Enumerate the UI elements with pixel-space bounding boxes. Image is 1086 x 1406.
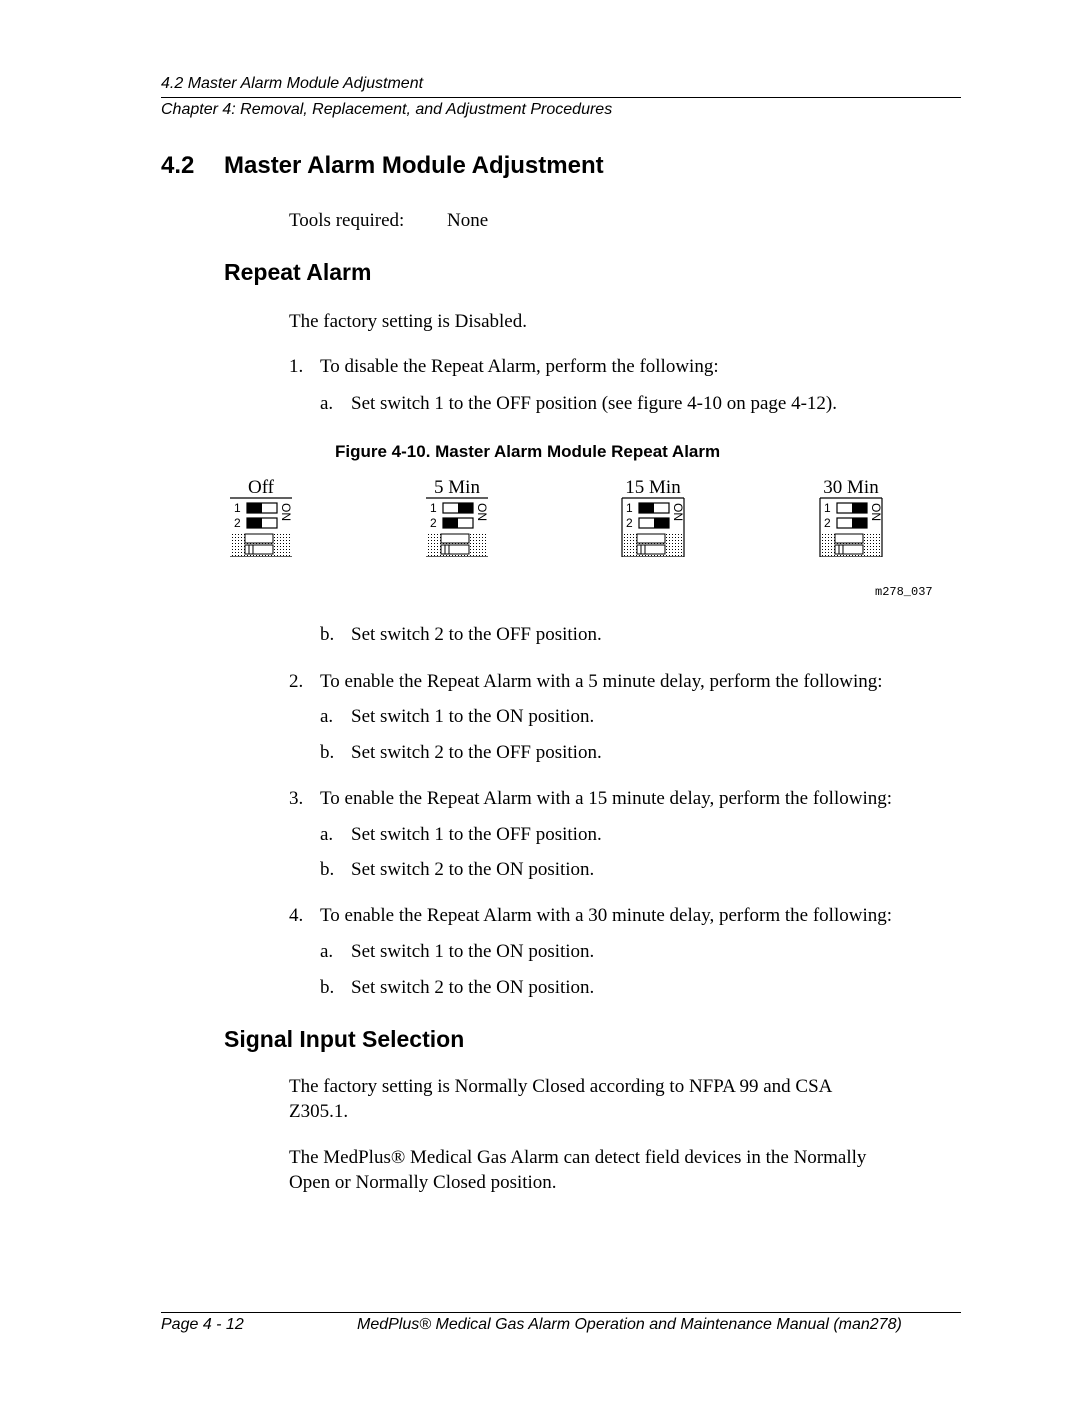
header-divider <box>161 97 961 98</box>
switch-diagram-30-min <box>819 477 883 557</box>
switch-setting-label: 30 Min <box>823 477 879 498</box>
section-number: 4.2 <box>161 152 195 179</box>
step-3a-text: Set switch 1 to the OFF position. <box>351 824 602 845</box>
step-4a-text: Set switch 1 to the ON position. <box>351 941 595 962</box>
step-1-text: To disable the Repeat Alarm, perform the following: <box>320 356 719 377</box>
footer-page-number: Page 4 - 12 <box>161 1316 244 1333</box>
step-4-number: 4. <box>289 905 304 926</box>
tools-value: None <box>447 210 489 231</box>
step-2-number: 2. <box>289 671 304 692</box>
step-4-text: To enable the Repeat Alarm with a 30 minute delay, perform the following: <box>320 905 893 926</box>
svg-text:ON: ON <box>279 503 293 521</box>
svg-text:1: 1 <box>626 501 633 515</box>
footer-divider <box>161 1312 961 1313</box>
step-3b-text: Set switch 2 to the ON position. <box>351 859 595 880</box>
svg-text:1: 1 <box>430 501 437 515</box>
svg-text:2: 2 <box>430 516 437 530</box>
step-3b-letter: b. <box>320 859 335 880</box>
figure-caption: Figure 4-10. Master Alarm Module Repeat Alarm <box>335 442 721 461</box>
dip-switch-svg <box>229 477 293 557</box>
svg-text:1: 1 <box>234 501 241 515</box>
step-1b-letter: b. <box>320 624 335 645</box>
footer-manual-title: MedPlus® Medical Gas Alarm Operation and Maintenance Manual (man278) <box>357 1316 902 1333</box>
tools-label: Tools required: <box>289 210 405 231</box>
signal-input-para2-line1: The MedPlus® Medical Gas Alarm can detect field devices in the Normally <box>289 1147 867 1168</box>
dip-switch-svg <box>819 477 883 557</box>
svg-text:1: 1 <box>824 501 831 515</box>
dip-switch-svg <box>425 477 489 557</box>
switch-setting-label: 15 Min <box>625 477 681 498</box>
running-header-chapter: Chapter 4: Removal, Replacement, and Adjustment Procedures <box>161 101 613 118</box>
step-1a-text: Set switch 1 to the OFF position (see figure 4-10 on page 4-12). <box>351 393 838 414</box>
dip-switch-svg <box>621 477 685 557</box>
step-4b-letter: b. <box>320 977 335 998</box>
step-2a-text: Set switch 1 to the ON position. <box>351 706 595 727</box>
step-4b-text: Set switch 2 to the ON position. <box>351 977 595 998</box>
svg-text:2: 2 <box>824 516 831 530</box>
step-2b-text: Set switch 2 to the OFF position. <box>351 742 602 763</box>
switch-diagram-5-min <box>425 477 489 557</box>
step-1a-letter: a. <box>320 393 334 414</box>
step-3-number: 3. <box>289 788 304 809</box>
step-1-number: 1. <box>289 356 304 377</box>
svg-text:ON: ON <box>671 503 685 521</box>
switch-diagram-15-min <box>621 477 685 557</box>
step-2-text: To enable the Repeat Alarm with a 5 minute delay, perform the following: <box>320 671 883 692</box>
running-header-section: 4.2 Master Alarm Module Adjustment <box>161 75 424 92</box>
signal-input-para2-line2: Open or Normally Closed position. <box>289 1172 557 1193</box>
signal-input-para1-line1: The factory setting is Normally Closed according to NFPA 99 and CSA <box>289 1076 833 1097</box>
svg-text:ON: ON <box>475 503 489 521</box>
step-3-text: To enable the Repeat Alarm with a 15 minute delay, perform the following: <box>320 788 893 809</box>
step-2b-letter: b. <box>320 742 335 763</box>
step-4a-letter: a. <box>320 941 334 962</box>
svg-text:ON: ON <box>869 503 883 521</box>
section-title: Master Alarm Module Adjustment <box>224 152 604 179</box>
step-2a-letter: a. <box>320 706 334 727</box>
signal-input-para1-line2: Z305.1. <box>289 1101 349 1122</box>
switch-setting-label: Off <box>247 477 275 498</box>
step-1b-text: Set switch 2 to the OFF position. <box>351 624 602 645</box>
figure-id: m278_037 <box>875 585 933 599</box>
signal-input-heading: Signal Input Selection <box>224 1026 465 1052</box>
repeat-alarm-heading: Repeat Alarm <box>224 259 372 285</box>
switch-setting-label: 5 Min <box>434 477 480 498</box>
repeat-alarm-factory-text: The factory setting is Disabled. <box>289 311 527 332</box>
step-3a-letter: a. <box>320 824 334 845</box>
svg-text:2: 2 <box>626 516 633 530</box>
switch-diagram-off <box>229 477 293 557</box>
svg-text:2: 2 <box>234 516 241 530</box>
